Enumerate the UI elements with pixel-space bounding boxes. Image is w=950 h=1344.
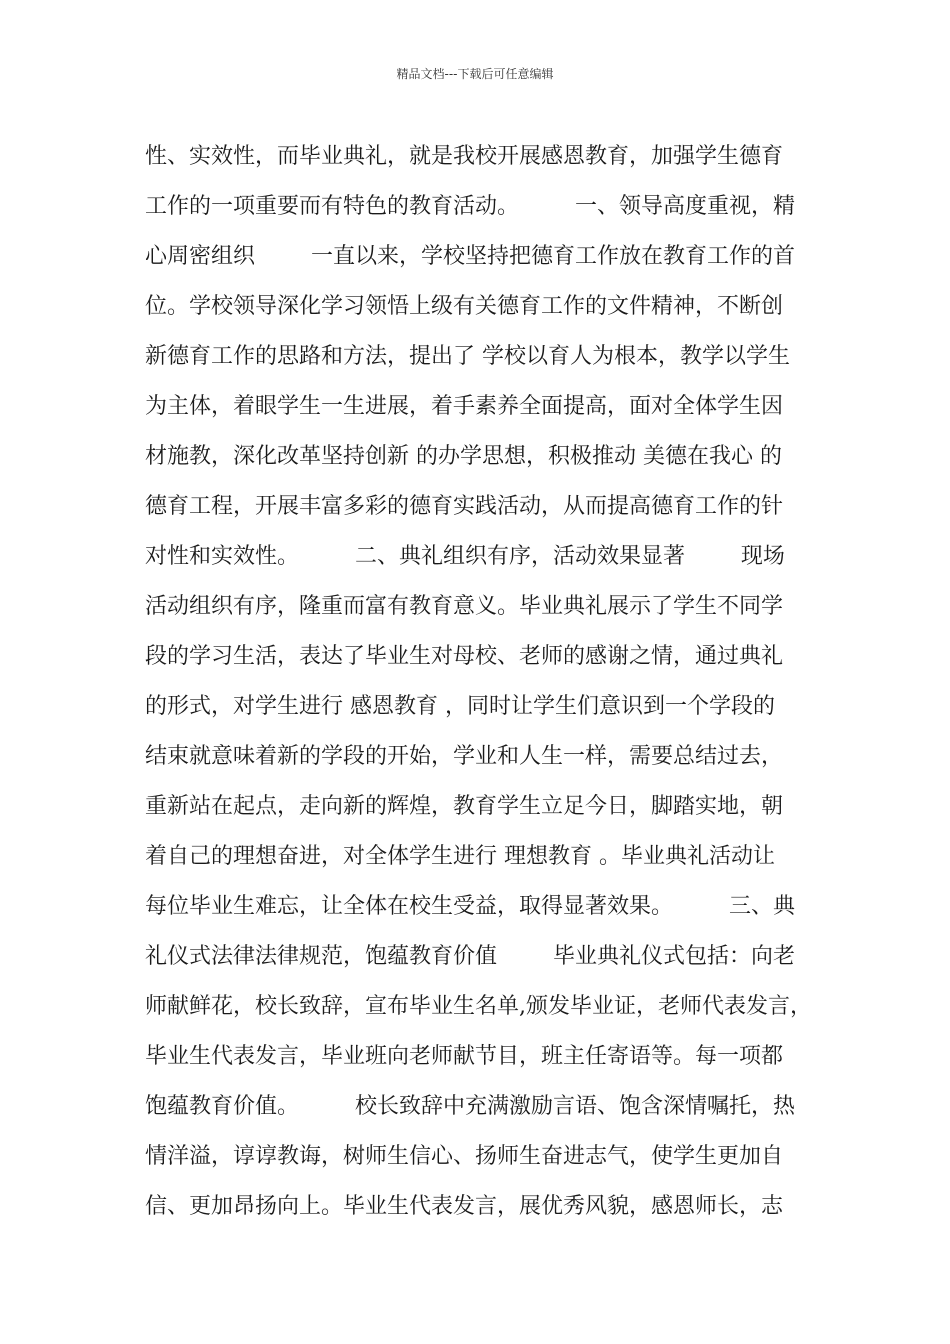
text-line: 毕业生代表发言，毕业班向老师献节目，班主任寄语等。每一项都 — [145, 1044, 784, 1069]
text-line: 为主体，着眼学生一生进展，着手素养全面提高，面对全体学生因 — [145, 394, 784, 419]
body-text — [145, 132, 825, 1232]
text-line: 活动组织有序，隆重而富有教育意义。毕业典礼展示了学生不同学 — [145, 594, 784, 619]
text-line: 重新站在起点，走向新的辉煌，教育学生立足今日，脚踏实地，朝 — [145, 794, 784, 819]
text-line: 饱蕴教育价值。 校长致辞中充满激励言语、饱含深情嘱托，热 — [145, 1094, 795, 1119]
text-line: 位。学校领导深化学习领悟上级有关德育工作的文件精神，不断创 — [145, 294, 784, 319]
text-line: 的形式，对学生进行 感恩教育 ，同时让学生们意识到一个学段的 — [145, 694, 775, 719]
text-line: 材施教，深化改革坚持创新 的办学思想，积极推动 美德在我心 的 — [145, 444, 782, 469]
text-line: 结束就意味着新的学段的开始，学业和人生一样，需要总结过去， — [145, 744, 784, 769]
text-line: 每位毕业生难忘，让全体在校生受益，取得显著效果。 三、典 — [145, 894, 795, 919]
text-line: 德育工程，开展丰富多彩的德育实践活动，从而提高德育工作的针 — [145, 494, 784, 519]
text-line: 新德育工作的思路和方法，提出了 学校以育人为根本，教学以学生 — [145, 344, 790, 369]
text-line: 礼仪式法律法律规范，饱蕴教育价值 毕业典礼仪式包括：向老 — [145, 944, 795, 969]
text-line: 工作的一项重要而有特色的教育活动。 一、领导高度重视，精 — [145, 194, 795, 219]
text-line: 段的学习生活，表达了毕业生对母校、老师的感谢之情，通过典礼 — [145, 644, 784, 669]
text-line: 师献鲜花，校长致辞，宣布毕业生名单,颁发毕业证，老师代表发言， — [145, 994, 812, 1019]
text-line: 心周密组织 一直以来，学校坚持把德育工作放在教育工作的首 — [145, 244, 795, 269]
text-line: 情洋溢，谆谆教诲，树师生信心、扬师生奋进志气，使学生更加自 — [145, 1144, 784, 1169]
text-line: 着自己的理想奋进，对全体学生进行 理想教育 。毕业典礼活动让 — [145, 844, 775, 869]
text-line: 对性和实效性。 二、典礼组织有序，活动效果显著 现场 — [145, 544, 785, 569]
text-line: 信、更加昂扬向上。毕业生代表发言，展优秀风貌，感恩师长，志 — [145, 1194, 784, 1219]
page-header: 精品文档---下载后可任意编辑 — [396, 67, 554, 81]
text-line: 性、实效性，而毕业典礼，就是我校开展感恩教育，加强学生德育 — [145, 144, 784, 169]
